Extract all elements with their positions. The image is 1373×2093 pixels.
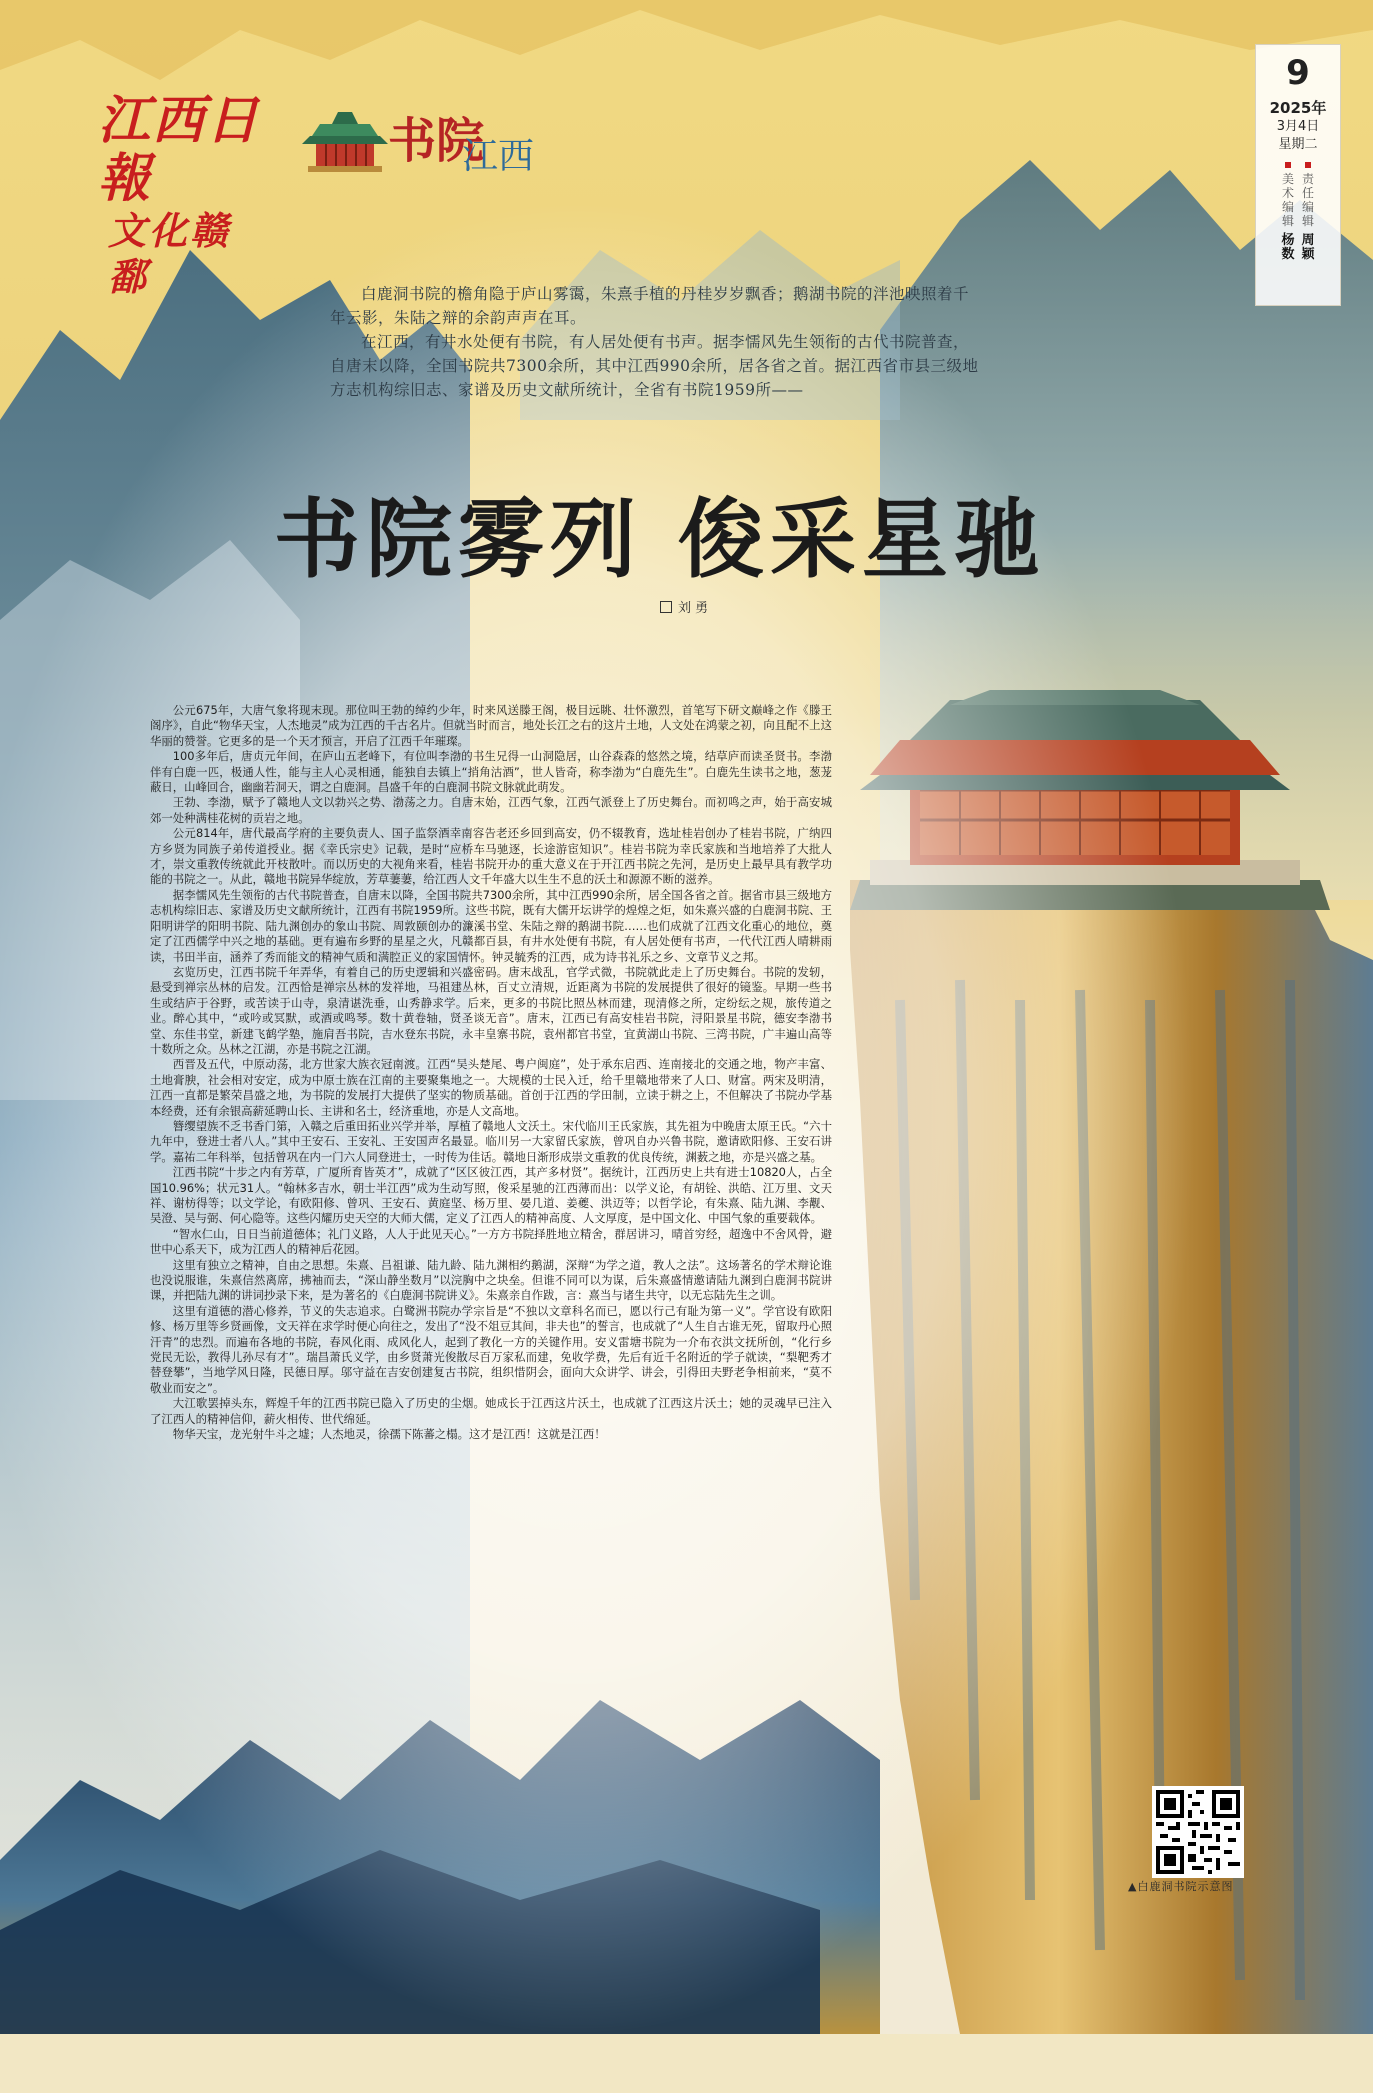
issue-weekday: 星期二 — [1278, 137, 1318, 152]
byline-box-icon — [660, 601, 672, 613]
body-paragraph: 大江歌罢掉头东，辉煌千年的江西书院已隐入了历史的尘烟。她成长于江西这片沃土，也成就了江西这片沃土；她的灵魂早已注入了江西人的精神信仰，薪火相传、世代绵延。 — [150, 1396, 832, 1426]
lead-paragraphs — [330, 282, 980, 402]
qr-code-icon — [1156, 1790, 1240, 1874]
credit-role: 责任编辑 — [1301, 172, 1314, 228]
body-paragraph: 公元675年，大唐气象将现末现。那位叫王勃的绰约少年，时来风送滕王阁，极目远眺、壮怀激烈，首笔写下研文巅峰之作《滕王阁序》，自此“物华天宝，人杰地灵”成为江西的千古名片。但就当时而言，地处长江之右的这片土地，人文处在鸿蒙之初，向且配不上这华丽的赞誉。它更多的是一个天才预言，开启了江西千年璀璨。 — [150, 703, 832, 748]
newspaper-logo: 江西日報 — [98, 90, 261, 209]
lead-paragraph: 在江西，有井水处便有书院，有人居处便有书声。据李懦风先生领衔的古代书院普查，自唐末以降，全国书院共7300余所，其中江西990余所，居各省之首。据江西省市县三级地方志机构综旧志、家谱及历史文献所统计，全省有书院1959所—— — [330, 333, 979, 399]
body-paragraph: 西晋及五代，中原动荡，北方世家大族衣冠南渡。江西“吴头楚尾、粤户闽庭”，处于承东启西、连南接北的交通之地，物产丰富、土地膏腴，社会相对安定，成为中原士族在江南的主要聚集地之一。大规模的士民入迁，给千里赣地带来了人口、财富。两宋及明清，江西一直都是繁荣昌盛之地，为书院的发展打大提供了坚实的物质基础。首创于江西的学田制，立读于耕之上，不但解决了书院办学基本经费，还有余银高薪延聘山长、主讲和名士，经济重地，亦是人文高地。 — [150, 1057, 832, 1118]
credit-chief-editor — [1300, 162, 1316, 262]
body-paragraph: “智水仁山，日日当前道德体；礼门义路，人人于此见天心。”一方方书院择胜地立精舍，群居讲习，晴首穷经，超逸中不舍风骨，避世中心系天下，成为江西人的精神后花园。 — [150, 1226, 832, 1257]
page-info-box — [1255, 44, 1341, 306]
credit-name: 周颖 — [1301, 233, 1315, 262]
qr-code[interactable] — [1152, 1786, 1244, 1878]
body-paragraph: 100多年后，唐贞元年间，在庐山五老峰下，有位叫李渤的书生兄得一山洞隐居，山谷森森的悠然之境，结草庐而读圣贤书。李渤伴有白鹿一匹，极通人性，能与主人心灵相通，能独自去镇上“捎角沽酒”，世人皆奇，称李渤为“白鹿先生”。白鹿先生读书之地，葱茏蔽日，山峰回合，幽幽若洞天，谓之白鹿洞。昌盛千年的白鹿洞书院文脉就此萌发。 — [150, 749, 832, 795]
byline — [660, 597, 708, 616]
body-paragraph: 这里有道德的潜心修养，节义的失志追求。白鹭洲书院办学宗旨是“不独以文章科名而已，愿以行己有耻为第一义”。学官设有欧阳修、杨万里等乡贤画像，文天祥在求学时便心向往之，发出了“没不俎豆其间，非夫也”的誓言，也成就了“人生自古谁无死，留取丹心照汗青”的忠烈。而遍布各地的书院，春风化雨、成风化人，起到了教化一方的关键作用。安义雷塘书院为一介布衣洪文抚所创，“化行乡党民无讼，教得儿孙尽有才”。瑞昌萧氏义学，由乡贤萧光俊散尽百万家私而建，免收学费，先后有近千名附近的学子就读，“梨靶秀才替登攀”，当地学风日隆，民德日厚。邬守益在吉安创建复古书院，组织惜阴会，面向大众讲学、讲会，引得田夫野老争相前来，“莫不敬业而安之”。 — [150, 1303, 832, 1395]
author-name: 刘 勇 — [678, 601, 709, 616]
body-paragraph: 据李懦风先生领衔的古代书院普查，自唐末以降，全国书院共7300余所，其中江西990余所，居全国各省之首。据省市县三级地方志机构综旧志、家谱及历史文献所统计，江西有书院1959所。这些书院，既有大儒开坛讲学的煌煌之炬，如朱熹兴盛的白鹿洞书院、王阳明讲学的阳明书院、陆九渊创办的象山书院、周敦颐创办的濂溪书堂、朱陆之辩的鹅湖书院……也们成就了江西文化重心的地位，奠定了江西儒学中兴之地的基础。更有遍布乡野的星星之火，凡赣都百县，有井水处便有书院，有人居处便有书声，一代代江西人晴耕雨读，书田半亩，涵养了秀而能文的精神气质和满腔正义的家国情怀。钟灵毓秀的江西，成为诗书礼乐之乡、文章节义之邦。 — [150, 887, 832, 964]
credit-role: 美术编辑 — [1281, 172, 1294, 228]
body-paragraph: 公元814年，唐代最高学府的主要负责人、国子监祭酒幸南容告老还乡回到高安，仍不辍教育，选址桂岩创办了桂岩书院，广纳四方乡贤为同族子弟传道授业。据《幸氏宗史》记载，是时“应桥车马驰逐，长途游宦知识”。桂岩书院为幸氏家族和当地培养了大批人才，崇文重教传统就此开枝散叶。而以历史的大视角来看，桂岩书院开办的重大意义在于开江西书院之先河，是历史上最早具有教学功能的书院之一。从此，赣地书院异华绽放，芳草萋萋，给江西人文千年盛大以生生不息的沃土和源源不断的滋养。 — [150, 826, 832, 887]
body-paragraph: 物华天宝，龙光射牛斗之墟；人杰地灵，徐孺下陈蕃之榻。这才是江西！这就是江西！ — [172, 1427, 606, 1442]
issue-year: 2025年 — [1269, 99, 1327, 117]
body-paragraph: 王勃、李渤，赋予了赣地人文以勃兴之势、渤荡之力。自唐末始，江西气象，江西气派登上了历史舞台。而初鸣之声，始于高安城郊一处种满桂花树的贡岩之地。 — [150, 795, 832, 825]
editor-credits — [1256, 162, 1340, 262]
pavilion-logo-icon — [300, 106, 390, 176]
body-paragraph: 江西书院“十步之内有芳草，广厦所育皆英才”，成就了“区区彼江西，其产多材贤”。据统计，江西历史上共有进士10820人，占全国10.96%；状元31人。“翰林多吉水，朝士半江西”成为生动写照，俊采星驰的江西薄而出：以学义论，有胡铨、洪皓、江万里、文天祥、谢枋得等；以文学论，有欧阳修、曾巩、王安石、黄庭坚、杨万里、晏几道、姜夔、洪迈等；以哲学论，有朱熹、陆九渊、李觏、吴澄、吴与弼、何心隐等。这些闪耀历史天空的大师大儒，定义了江西人的精神高度、人文厚度，是中国文化、中国气象的重要载体。 — [150, 1165, 832, 1226]
section-logo: 文化赣鄱 — [108, 208, 232, 299]
image-caption: ▲白鹿洞书院示意图 — [1128, 1880, 1234, 1893]
issue-date: 3月4日 — [1276, 119, 1320, 134]
column-title-sub: 江西 — [462, 136, 535, 177]
body-paragraph: 玄览历史，江西书院千年弄华，有着自己的历史逻辑和兴盛密码。唐末战乱，官学式微，书院就此走上了历史舞台。书院的发轫，悬受到禅宗丛林的启发。江西恰是禅宗丛林的发祥地，马祖建丛林，百丈立清规，近距离为书院的发展提供了很好的镜鉴。早期一些书生或结庐于谷野，或苦读于山寺，泉清谌洗垂，山秀静求学。后来，更多的书院比照丛林而建，现清修之所，定纷纭之规，旅传道之业。醉心其中，“或吟或冥默，或酒或鸣琴。数十黄卷轴，贤圣谈无音”。唐末，江西已有高安桂岩书院，浔阳景星书院，德安李渤书堂、东佳书堂，新建飞鹤学塾，施肩吾书院，吉水登东书院，永丰皇寨书院，袁州都官书堂，宜黄湖山书院、三湾书院，广丰遍山高等十数所之众。丛林之江湖，亦是书院之江湖。 — [150, 964, 832, 1056]
page-number: 9 — [1286, 53, 1310, 93]
lead-paragraph: 白鹿洞书院的檐角隐于庐山雾霭，朱熹手植的丹桂岁岁飘香；鹅湖书院的泮池映照着千年云影，朱陆之辩的余韵声声在耳。 — [330, 285, 970, 327]
newspaper-masthead — [98, 92, 268, 300]
body-paragraph: 这里有独立之精神，自由之思想。朱熹、吕祖谦、陆九龄、陆九渊相约鹅湖，深辩“为学之道，教人之法”。这场著名的学术辩论谁也没说服谁，朱熹信然离席，拂袖而去，“深山静坐数月”以浣胸中之块垒。但谁不同可以为谋，后朱熹盛情邀请陆九渊到白鹿洞书院讲课，并把陆九渊的讲词抄录下来，是为著名的《白鹿洞书院讲义》。朱熹亲自作跋，言：熹当与诸生共守，以无忘陆先生之训。 — [150, 1257, 832, 1303]
credit-art-editor — [1280, 162, 1296, 262]
credit-name: 杨数 — [1281, 233, 1295, 262]
article-body — [150, 703, 832, 2093]
bullet-square-icon — [1285, 162, 1291, 168]
column-title-main: 书院 — [388, 113, 485, 169]
column-logo — [300, 98, 560, 178]
article-headline: 书院雾列 俊采星驰 — [274, 489, 1046, 590]
body-paragraph: 簪缨望族不乏书香门第，入赣之后重田拓业兴学并举，厚植了赣地人文沃土。宋代临川王氏家族，其先祖为中晚唐太原王氏。“六十九年中，登进士者八人。”其中王安石、王安礼、王安国声名最显。临川另一大家留氏家族，曾巩自办兴鲁书院，邀请欧阳修、王安石讲学。嘉祐二年科举，包括曾巩在内一门六人同登进士，一时传为佳话。赣地日渐形成崇文重教的优良传统，渊薮之地，亦是兴盛之基。 — [150, 1118, 832, 1164]
bullet-square-icon — [1305, 162, 1311, 168]
